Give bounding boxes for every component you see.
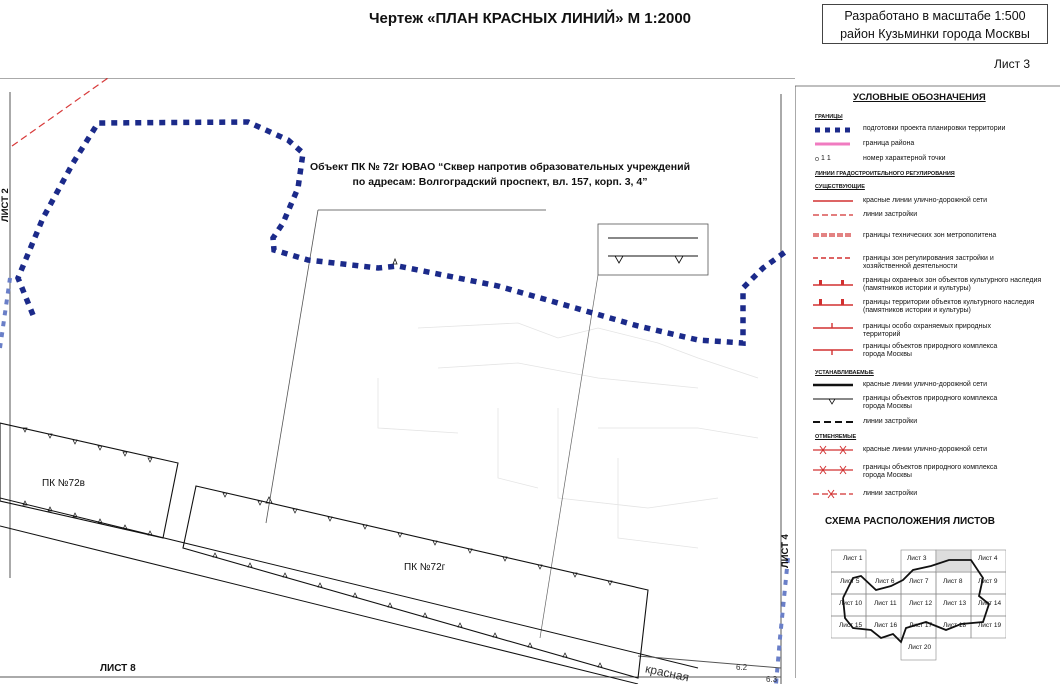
point-markers bbox=[266, 259, 397, 503]
legend-planning-boundary: подготовки проекта планировки территории bbox=[863, 125, 1006, 132]
legend-point-sample: 1 1 bbox=[821, 155, 831, 162]
legend-point-number: номер характерной точки bbox=[863, 155, 946, 162]
sheet-8-ref: ЛИСТ 8 bbox=[100, 663, 136, 674]
scheme-sheet-11: Лист 11 bbox=[874, 600, 897, 607]
parcel-72v-label: ПК №72в bbox=[42, 478, 85, 489]
scheme-sheet-17: Лист 17 bbox=[909, 622, 933, 629]
parcel-72g-ticks bbox=[213, 493, 612, 667]
symbol-building-line-cancelled bbox=[813, 490, 853, 498]
legend-existing-7: границы объектов природного комплекса города Москвы bbox=[863, 343, 998, 358]
scheme-title: СХЕМА РАСПОЛОЖЕНИЯ ЛИСТОВ bbox=[825, 516, 995, 527]
legend-section-lines: ЛИНИИ ГРАДОСТРОИТЕЛЬНОГО РЕГУЛИРОВАНИЯ bbox=[815, 171, 955, 177]
scale-line-1: Разработано в масштабе 1:500 bbox=[844, 9, 1026, 23]
sheet-number: Лист 3 bbox=[994, 57, 1031, 71]
legend-section-existing: СУЩЕСТВУЮЩИЕ bbox=[815, 184, 865, 190]
legend-section-established: УСТАНАВЛИВАЕМЫЕ bbox=[815, 370, 874, 376]
legend-title: УСЛОВНЫЕ ОБОЗНАЧЕНИЯ bbox=[853, 92, 986, 103]
symbol-red-line-cancelled bbox=[813, 446, 853, 454]
symbol-nature-complex-cancelled bbox=[813, 466, 853, 474]
district-border-line bbox=[12, 78, 108, 146]
callout-box bbox=[598, 224, 708, 275]
caption-leader-line bbox=[266, 210, 318, 523]
legend-district-border: граница района bbox=[863, 140, 915, 147]
background-buildings bbox=[378, 323, 758, 548]
scheme-sheet-5: Лист 5 bbox=[840, 578, 860, 585]
scheme-sheet-20: Лист 20 bbox=[908, 644, 932, 651]
scheme-sheet-1: Лист 1 bbox=[843, 555, 863, 562]
scheme-sheet-15: Лист 15 bbox=[839, 622, 863, 629]
legend-callout-leader bbox=[540, 275, 598, 638]
scheme-current-sheet bbox=[936, 550, 971, 572]
legend-established-0: красные линии улично-дорожной сети bbox=[863, 381, 988, 388]
page-title: Чертеж «ПЛАН КРАСНЫХ ЛИНИЙ» М 1:2000 bbox=[368, 10, 692, 27]
legend-existing-1: линии застройки bbox=[863, 211, 918, 218]
legend-section-cancelled: ОТМЕНЯЕМЫЕ bbox=[815, 434, 857, 440]
symbol-point-number bbox=[815, 157, 818, 160]
sheet-2-ref: ЛИСТ 2 bbox=[0, 188, 11, 222]
district-line: район Кузьминки города Москвы bbox=[840, 27, 1030, 41]
object-caption bbox=[280, 160, 720, 190]
scheme-sheet-7: Лист 7 bbox=[909, 578, 929, 585]
scheme-sheet-3: Лист 3 bbox=[907, 555, 927, 562]
legend-cancelled-0: красные линии улично-дорожной сети bbox=[863, 446, 988, 453]
legend-existing-3: границы зон регулирования застройки и хозяйственной деятельности bbox=[863, 255, 994, 270]
sheet-4-ref: ЛИСТ 4 bbox=[780, 534, 791, 568]
street-label-fragment: красная bbox=[644, 661, 691, 685]
road-lines bbox=[0, 498, 781, 684]
object-caption-line-1: Объект ПК № 72г ЮВАО “Сквер напротив образовательных учреждений bbox=[309, 161, 691, 173]
scheme-sheet-19: Лист 19 bbox=[978, 622, 1002, 629]
scheme-sheet-16: Лист 16 bbox=[874, 622, 898, 629]
scheme-sheet-18: Лист 18 bbox=[943, 622, 967, 629]
symbol-nature-complex-new bbox=[813, 399, 853, 404]
legend-panel bbox=[795, 78, 1060, 678]
symbol-nature-complex-existing bbox=[813, 350, 853, 355]
legend-existing-2: границы технических зон метрополитена bbox=[863, 232, 997, 239]
planning-boundary-left-fragment bbox=[0, 278, 10, 348]
object-caption-line-2: по адресам: Волгоградский проспект, вл. 157, корп. 3, 4” bbox=[352, 176, 648, 188]
parcel-72g-boundary bbox=[183, 486, 648, 678]
legend-existing-0: красные линии улично-дорожной сети bbox=[863, 197, 988, 204]
legend-existing-4: границы охранных зон объектов культурного наследия (памятников истории и культуры) bbox=[863, 277, 1042, 292]
scheme-sheet-14: Лист 14 bbox=[978, 600, 1002, 607]
scheme-sheet-4: Лист 4 bbox=[978, 555, 998, 562]
scheme-sheet-8: Лист 8 bbox=[943, 578, 963, 585]
legend-existing-5: границы территории объектов культурного наследия (памятников истории и культуры) bbox=[863, 299, 1035, 314]
symbol-protected-nature bbox=[813, 323, 853, 328]
scheme-sheet-13: Лист 13 bbox=[943, 600, 967, 607]
parcel-72g-label: ПК №72г bbox=[404, 562, 446, 573]
scheme-sheet-12: Лист 12 bbox=[909, 600, 933, 607]
symbol-heritage-protect-zone bbox=[813, 280, 853, 285]
legend-existing-6: границы особо охраняемых природных территорий bbox=[863, 323, 991, 338]
mark-6-2: 6.2 bbox=[736, 663, 748, 672]
scale-box bbox=[822, 4, 1048, 44]
planning-boundary-right-fragment bbox=[776, 558, 788, 684]
legend-cancelled-1: границы объектов природного комплекса города Москвы bbox=[863, 464, 998, 479]
scheme-sheet-10: Лист 10 bbox=[839, 600, 863, 607]
symbol-heritage-territory bbox=[813, 299, 853, 305]
mark-6-3: 6.3 bbox=[766, 675, 778, 684]
scheme-sheet-9: Лист 9 bbox=[978, 578, 998, 585]
scheme-sheet-6: Лист 6 bbox=[875, 578, 895, 585]
legend-established-2: линии застройки bbox=[863, 418, 918, 425]
parcel-72v-boundary bbox=[0, 423, 178, 538]
legend-established-1: границы объектов природного комплекса города Москвы bbox=[863, 395, 998, 410]
legend-cancelled-2: линии застройки bbox=[863, 490, 918, 497]
legend-section-boundaries: ГРАНИЦЫ bbox=[815, 114, 843, 120]
